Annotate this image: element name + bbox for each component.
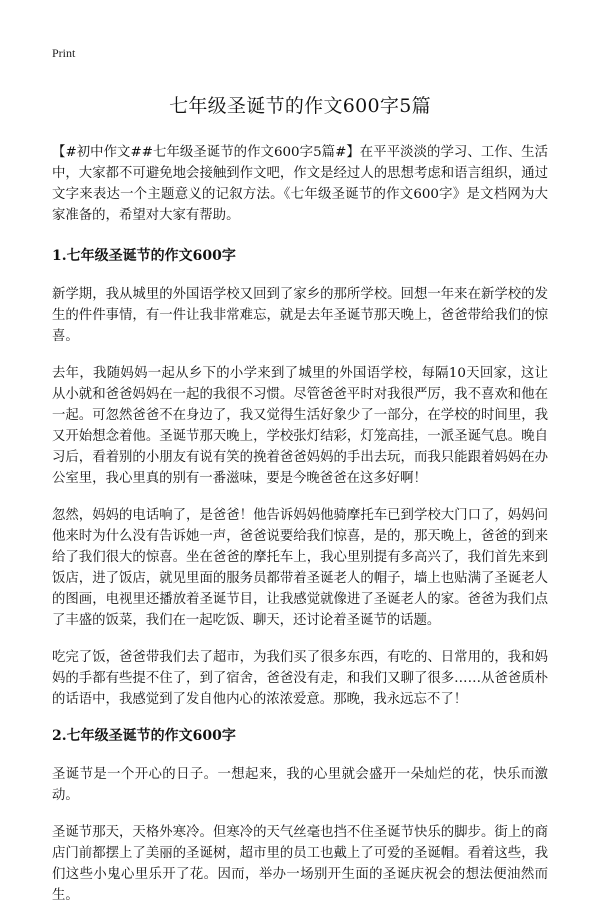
section-1-paragraph-1: 新学期，我从城里的外国语学校又回到了家乡的那所学校。回想一年来在新学校的发生的件件事情，有一件让我非常难忘，就是去年圣诞节那天晚上，爸爸带给我们的惊喜。 — [52, 287, 548, 344]
section-2-paragraph-2: 圣诞节那天，天格外寒冷。但寒冷的天气丝毫也挡不住圣诞节快乐的脚步。街上的商店门前都摆上了美丽的圣诞树，超市里的员工也戴上了可爱的圣诞帽。看着这些，我们这些小鬼心里乐开了花。因而，举办一场别开生面的圣诞庆祝会的想法便油然而生。 — [52, 825, 548, 903]
section-2-heading: 2.七年级圣诞节的作文600字 — [52, 728, 236, 744]
intro-paragraph: 【#初中作文##七年级圣诞节的作文600字5篇#】在平平淡淡的学习、工作、生活中，大家都不可避免地会接触到作文吧，作文是经过人的思想考虑和语言组织，通过文字来表达一个主题意义的记叙方法。《七年级圣诞节的作文600字》是文档网为大家准备的，希望对大家有帮助。 — [52, 145, 548, 223]
section-1-heading: 1.七年级圣诞节的作文600字 — [52, 248, 236, 264]
print-link[interactable]: Print — [52, 46, 76, 60]
section-1-paragraph-2: 去年，我随妈妈一起从乡下的小学来到了城里的外国语学校，每隔10天回家，这让从小就和爸爸妈妈在一起的我很不习惯。尽管爸爸平时对我很严厉，我不喜欢和他在一起。可忽然爸爸不在身边了，我又觉得生活好象少了一部分，在学校的时间里，我又开始想念着他。圣诞节那天晚上，学校张灯结彩，灯笼高挂，一派圣诞气息。晚自习后，看着别的小朋友有说有笑的挽着爸爸妈妈的手出去玩，而我只能跟着妈妈在办公室里，我心里真的别有一番滋味，要是今晚爸爸在这多好啊！ — [52, 366, 548, 486]
section-1-paragraph-3: 忽然，妈妈的电话响了，是爸爸！他告诉妈妈他骑摩托车已到学校大门口了，妈妈问他来时为什么没有告诉她一声，爸爸说要给我们惊喜，是的，那天晚上，爸爸的到来给了我们很大的惊喜。坐在爸爸的摩托车上，我心里别提有多高兴了，我们首先来到饭店，进了饭店，就见里面的服务员都带着圣诞老人的帽子，墙上也贴满了圣诞老人的图画，电视里还播放着圣诞节目，让我感觉就像进了圣诞老人的家。爸爸为我们点了丰盛的饭菜，我们在一起吃饭、聊天，还讨论着圣诞节的话题。 — [52, 508, 548, 628]
section-2-paragraph-1: 圣诞节是一个开心的日子。一想起来，我的心里就会盛开一朵灿烂的花，快乐而激动。 — [52, 767, 548, 803]
document-title: 七年级圣诞节的作文600字5篇 — [169, 95, 431, 117]
section-1-paragraph-4: 吃完了饭，爸爸带我们去了超市，为我们买了很多东西，有吃的、日常用的，我和妈妈的手都有些提不住了，到了宿舍，爸爸没有走，和我们又聊了很多……从爸爸质朴的话语中，我感觉到了发自他内心的浓浓爱意。那晚，我永远忘不了！ — [52, 650, 548, 707]
